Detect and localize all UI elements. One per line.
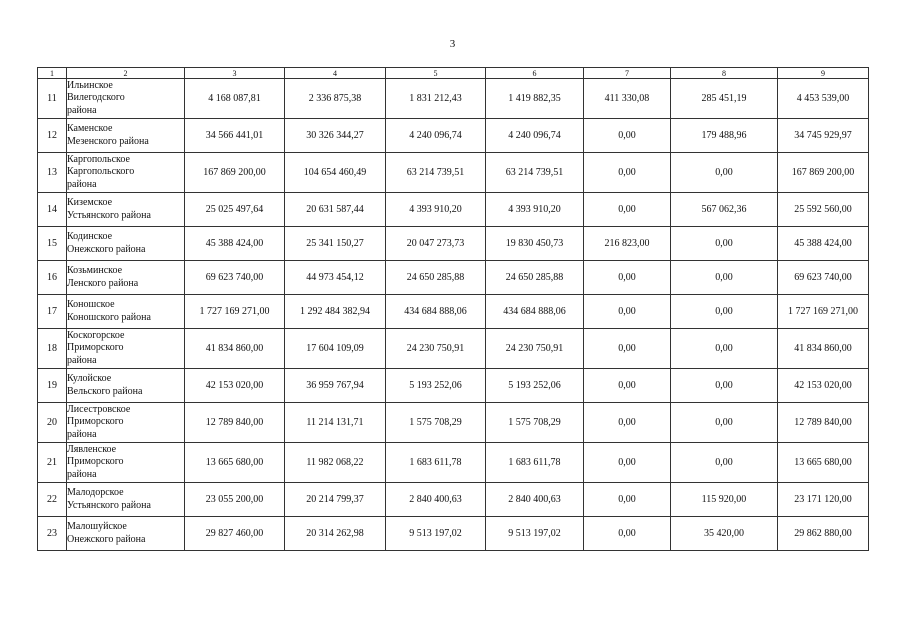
settlement-name-line: Кодинское xyxy=(67,231,113,242)
value-cell-col-3: 4 168 087,81 xyxy=(185,79,285,119)
settlement-name xyxy=(67,483,185,517)
value-cell-col-5: 434 684 888,06 xyxy=(386,295,486,329)
value-cell-col-6: 24 650 285,88 xyxy=(486,261,584,295)
value-cell-col-7: 0,00 xyxy=(584,193,671,227)
settlement-name-line: Приморского xyxy=(67,456,124,468)
value-cell-col-7: 0,00 xyxy=(584,295,671,329)
row-number: 16 xyxy=(38,261,67,295)
settlement-name xyxy=(67,153,185,193)
value-cell-col-5: 1 831 212,43 xyxy=(386,79,486,119)
value-cell-col-6: 1 683 611,78 xyxy=(486,443,584,483)
table-row xyxy=(38,443,869,483)
value-cell-col-8: 0,00 xyxy=(671,329,778,369)
column-header: 3 xyxy=(185,68,285,79)
settlement-name-line: Коскогорское xyxy=(67,329,125,341)
row-number: 21 xyxy=(38,443,67,483)
value-cell-col-7: 0,00 xyxy=(584,261,671,295)
value-cell-col-9: 1 727 169 271,00 xyxy=(778,295,869,329)
value-cell-col-6: 24 230 750,91 xyxy=(486,329,584,369)
value-cell-col-4: 36 959 767,94 xyxy=(285,369,386,403)
row-number: 23 xyxy=(38,517,67,551)
settlement-name-line: Приморского xyxy=(67,416,124,428)
table-row xyxy=(38,119,869,153)
value-cell-col-7: 216 823,00 xyxy=(584,227,671,261)
settlement-name xyxy=(67,79,185,119)
value-cell-col-8: 0,00 xyxy=(671,227,778,261)
value-cell-col-4: 20 214 799,37 xyxy=(285,483,386,517)
settlement-name-line: Устьянского района xyxy=(67,499,151,511)
settlement-name-line: района xyxy=(67,104,97,116)
settlement-name-line: района xyxy=(67,354,97,366)
value-cell-col-9: 34 745 929,97 xyxy=(778,119,869,153)
value-cell-col-8: 115 920,00 xyxy=(671,483,778,517)
value-cell-col-8: 179 488,96 xyxy=(671,119,778,153)
settlement-name xyxy=(67,443,185,483)
value-cell-col-4: 30 326 344,27 xyxy=(285,119,386,153)
table-row xyxy=(38,329,869,369)
value-cell-col-3: 34 566 441,01 xyxy=(185,119,285,153)
value-cell-col-9: 41 834 860,00 xyxy=(778,329,869,369)
row-number: 15 xyxy=(38,227,67,261)
column-header: 5 xyxy=(386,68,486,79)
settlement-name-line: Ильинское xyxy=(67,79,113,91)
value-cell-col-3: 12 789 840,00 xyxy=(185,403,285,443)
column-header: 1 xyxy=(38,68,67,79)
value-cell-col-3: 42 153 020,00 xyxy=(185,369,285,403)
value-cell-col-9: 12 789 840,00 xyxy=(778,403,869,443)
column-header: 4 xyxy=(285,68,386,79)
value-cell-col-7: 0,00 xyxy=(584,153,671,193)
value-cell-col-5: 24 230 750,91 xyxy=(386,329,486,369)
value-cell-col-6: 19 830 450,73 xyxy=(486,227,584,261)
table-row xyxy=(38,227,869,261)
settlement-name-line: района xyxy=(67,468,97,480)
municipal-data-table xyxy=(37,67,869,551)
settlement-name-line: Лисестровское xyxy=(67,403,131,415)
settlement-name-line: Устьянского района xyxy=(67,209,151,221)
settlement-name-line: Мезенского района xyxy=(67,135,149,147)
row-number: 12 xyxy=(38,119,67,153)
value-cell-col-6: 5 193 252,06 xyxy=(486,369,584,403)
value-cell-col-8: 35 420,00 xyxy=(671,517,778,551)
value-cell-col-6: 9 513 197,02 xyxy=(486,517,584,551)
table-row xyxy=(38,153,869,193)
value-cell-col-5: 20 047 273,73 xyxy=(386,227,486,261)
value-cell-col-9: 23 171 120,00 xyxy=(778,483,869,517)
row-number: 17 xyxy=(38,295,67,329)
settlement-name-line: Каменское xyxy=(67,123,113,134)
value-cell-col-6: 4 240 096,74 xyxy=(486,119,584,153)
value-cell-col-3: 41 834 860,00 xyxy=(185,329,285,369)
value-cell-col-7: 0,00 xyxy=(584,403,671,443)
settlement-name-line: Ленского района xyxy=(67,277,139,289)
table-row xyxy=(38,483,869,517)
column-header: 8 xyxy=(671,68,778,79)
value-cell-col-9: 45 388 424,00 xyxy=(778,227,869,261)
row-number: 20 xyxy=(38,403,67,443)
value-cell-col-4: 2 336 875,38 xyxy=(285,79,386,119)
value-cell-col-5: 4 240 096,74 xyxy=(386,119,486,153)
value-cell-col-3: 23 055 200,00 xyxy=(185,483,285,517)
value-cell-col-9: 42 153 020,00 xyxy=(778,369,869,403)
table-row xyxy=(38,517,869,551)
settlement-name-line: Каргопольское xyxy=(67,153,130,165)
row-number: 11 xyxy=(38,79,67,119)
table-row xyxy=(38,261,869,295)
value-cell-col-5: 2 840 400,63 xyxy=(386,483,486,517)
column-number-header-row xyxy=(38,68,869,79)
value-cell-col-7: 0,00 xyxy=(584,517,671,551)
settlement-name xyxy=(67,329,185,369)
page-number: 3 xyxy=(449,38,456,50)
value-cell-col-6: 2 840 400,63 xyxy=(486,483,584,517)
table-row xyxy=(38,193,869,227)
value-cell-col-5: 5 193 252,06 xyxy=(386,369,486,403)
settlement-name xyxy=(67,261,185,295)
value-cell-col-4: 11 214 131,71 xyxy=(285,403,386,443)
settlement-name-line: Киземское xyxy=(67,197,113,208)
settlement-name-line: Вельского района xyxy=(67,385,143,397)
value-cell-col-8: 0,00 xyxy=(671,443,778,483)
settlement-name xyxy=(67,369,185,403)
column-header: 6 xyxy=(486,68,584,79)
value-cell-col-5: 24 650 285,88 xyxy=(386,261,486,295)
settlement-name-line: Онежского района xyxy=(67,533,146,545)
table-row xyxy=(38,403,869,443)
value-cell-col-8: 0,00 xyxy=(671,403,778,443)
value-cell-col-4: 44 973 454,12 xyxy=(285,261,386,295)
column-header: 9 xyxy=(778,68,869,79)
value-cell-col-5: 1 575 708,29 xyxy=(386,403,486,443)
value-cell-col-9: 25 592 560,00 xyxy=(778,193,869,227)
value-cell-col-8: 567 062,36 xyxy=(671,193,778,227)
value-cell-col-8: 285 451,19 xyxy=(671,79,778,119)
value-cell-col-6: 434 684 888,06 xyxy=(486,295,584,329)
value-cell-col-7: 0,00 xyxy=(584,443,671,483)
settlement-name xyxy=(67,403,185,443)
value-cell-col-8: 0,00 xyxy=(671,369,778,403)
settlement-name-line: района xyxy=(67,178,97,190)
settlement-name-line: Каргопольского xyxy=(67,166,135,178)
settlement-name-line: Коношское xyxy=(67,299,115,310)
value-cell-col-5: 9 513 197,02 xyxy=(386,517,486,551)
settlement-name-line: Малодорское xyxy=(67,487,124,498)
value-cell-col-9: 4 453 539,00 xyxy=(778,79,869,119)
value-cell-col-4: 11 982 068,22 xyxy=(285,443,386,483)
value-cell-col-9: 13 665 680,00 xyxy=(778,443,869,483)
settlement-name xyxy=(67,193,185,227)
row-number: 13 xyxy=(38,153,67,193)
value-cell-col-5: 1 683 611,78 xyxy=(386,443,486,483)
value-cell-col-4: 25 341 150,27 xyxy=(285,227,386,261)
settlement-name xyxy=(67,517,185,551)
column-header: 7 xyxy=(584,68,671,79)
value-cell-col-4: 20 314 262,98 xyxy=(285,517,386,551)
value-cell-col-6: 1 419 882,35 xyxy=(486,79,584,119)
value-cell-col-7: 411 330,08 xyxy=(584,79,671,119)
value-cell-col-7: 0,00 xyxy=(584,119,671,153)
row-number: 19 xyxy=(38,369,67,403)
settlement-name-line: Кулойское xyxy=(67,373,112,384)
value-cell-col-3: 1 727 169 271,00 xyxy=(185,295,285,329)
value-cell-col-9: 29 862 880,00 xyxy=(778,517,869,551)
value-cell-col-3: 45 388 424,00 xyxy=(185,227,285,261)
value-cell-col-3: 25 025 497,64 xyxy=(185,193,285,227)
value-cell-col-3: 69 623 740,00 xyxy=(185,261,285,295)
table-row xyxy=(38,369,869,403)
table-row xyxy=(38,79,869,119)
settlement-name xyxy=(67,119,185,153)
value-cell-col-7: 0,00 xyxy=(584,329,671,369)
value-cell-col-7: 0,00 xyxy=(584,483,671,517)
settlement-name-line: района xyxy=(67,428,97,440)
value-cell-col-8: 0,00 xyxy=(671,261,778,295)
row-number: 14 xyxy=(38,193,67,227)
value-cell-col-3: 13 665 680,00 xyxy=(185,443,285,483)
settlement-name-line: Лявленское xyxy=(67,443,117,455)
value-cell-col-3: 29 827 460,00 xyxy=(185,517,285,551)
value-cell-col-4: 104 654 460,49 xyxy=(285,153,386,193)
value-cell-col-5: 63 214 739,51 xyxy=(386,153,486,193)
settlement-name-line: Козьминское xyxy=(67,265,123,276)
value-cell-col-6: 4 393 910,20 xyxy=(486,193,584,227)
row-number: 22 xyxy=(38,483,67,517)
value-cell-col-6: 1 575 708,29 xyxy=(486,403,584,443)
value-cell-col-4: 17 604 109,09 xyxy=(285,329,386,369)
settlement-name-line: Малошуйское xyxy=(67,521,127,532)
value-cell-col-8: 0,00 xyxy=(671,295,778,329)
value-cell-col-9: 69 623 740,00 xyxy=(778,261,869,295)
value-cell-col-3: 167 869 200,00 xyxy=(185,153,285,193)
table-row xyxy=(38,295,869,329)
row-number: 18 xyxy=(38,329,67,369)
value-cell-col-4: 1 292 484 382,94 xyxy=(285,295,386,329)
settlement-name-line: Онежского района xyxy=(67,243,146,255)
value-cell-col-4: 20 631 587,44 xyxy=(285,193,386,227)
value-cell-col-5: 4 393 910,20 xyxy=(386,193,486,227)
value-cell-col-9: 167 869 200,00 xyxy=(778,153,869,193)
value-cell-col-6: 63 214 739,51 xyxy=(486,153,584,193)
settlement-name xyxy=(67,295,185,329)
value-cell-col-7: 0,00 xyxy=(584,369,671,403)
column-header: 2 xyxy=(67,68,185,79)
settlement-name xyxy=(67,227,185,261)
settlement-name-line: Приморского xyxy=(67,342,124,354)
settlement-name-line: Коношского района xyxy=(67,311,151,323)
settlement-name-line: Вилегодского xyxy=(67,92,125,104)
value-cell-col-8: 0,00 xyxy=(671,153,778,193)
